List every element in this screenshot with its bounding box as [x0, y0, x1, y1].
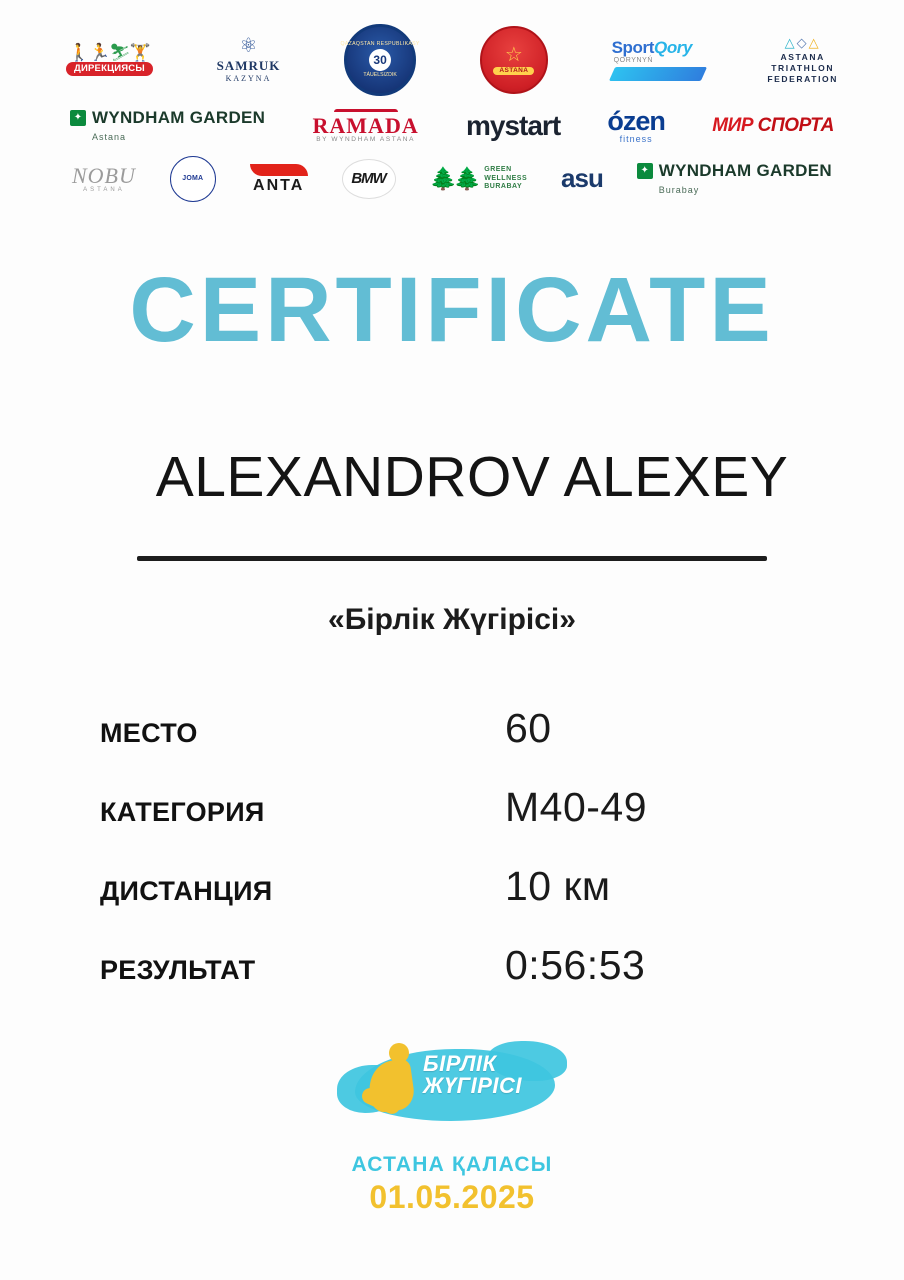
wyndham-mark-icon: ✦	[70, 110, 86, 126]
event-logo-line2: ЖҮГІРІСІ	[423, 1073, 523, 1099]
bmw-logo: BMW	[342, 159, 396, 199]
samruk-logo-line2: KAZYNA	[225, 74, 272, 84]
certificate-title: CERTIFICATE	[129, 259, 775, 361]
sportqory-accent-word: Qory	[654, 38, 693, 58]
samruk-kazyna-logo	[217, 36, 281, 83]
result-label-time: РЕЗУЛЬТАТ	[100, 955, 256, 985]
direkciyasy-logo	[66, 44, 153, 77]
ozen-logo-text: ózen	[607, 106, 665, 137]
triathlon-line1: ASTANA	[780, 52, 825, 63]
table-row	[100, 942, 904, 989]
kazakhstan-30-emblem	[340, 24, 420, 96]
astana-triathlon-federation-logo	[767, 36, 838, 85]
result-label-distance: ДИСТАНЦИЯ	[100, 876, 273, 906]
wyndham-garden-astana-logo	[70, 109, 265, 142]
results-table	[0, 705, 904, 989]
direkciyasy-logo-text: ДИРЕКЦИЯСЫ	[66, 62, 153, 76]
mir-sporta-part1: МИР	[712, 115, 754, 137]
mystart-logo: mystart	[465, 110, 561, 142]
event-footer-logo	[0, 1027, 904, 1216]
ozen-logo-sub: fitness	[619, 134, 653, 145]
result-label-category: КАТЕГОРИЯ	[100, 797, 265, 827]
anta-logo-text: ANTA	[253, 176, 305, 194]
nobu-logo	[72, 164, 136, 193]
kazakhstan-emblem-top-text: QAZAQSTAN RESPUBLIKASY	[340, 40, 420, 47]
triathlon-line3: FEDERATION	[767, 73, 838, 84]
sportqory-main-word: Sport	[611, 38, 654, 58]
triathlon-shapes-icon: △◇△	[784, 34, 821, 50]
mir-sporta-part2: СПОРТА	[757, 115, 834, 137]
sportqory-logo	[612, 39, 704, 80]
wyndham-astana-text: WYNDHAM GARDEN	[92, 108, 266, 128]
event-date: 01.05.2025	[369, 1179, 535, 1215]
result-value-distance: 10 км	[505, 863, 611, 909]
table-row	[100, 705, 904, 752]
ozen-fitness-logo	[607, 107, 665, 145]
sportqory-swoosh-icon	[608, 67, 706, 81]
ramada-logo-sub: BY WYNDHAM ASTANA	[316, 135, 416, 143]
athlete-name: ALEXANDROV ALEXEY	[155, 445, 789, 509]
astana-city-emblem	[480, 26, 548, 94]
samruk-logo-line1: SAMRUK	[216, 58, 281, 74]
sportqory-logo-text	[612, 39, 692, 57]
wyndham-garden-burabay-logo	[637, 162, 832, 195]
mir-sporta-logo	[712, 116, 834, 136]
result-label-place: МЕСТО	[100, 718, 198, 748]
direkciyasy-figures-icon: 🚶🏃⛷🏋	[68, 42, 150, 62]
wyndham-astana-sub: Astana	[92, 132, 127, 143]
wyndham-burabay-text: WYNDHAM GARDEN	[658, 161, 832, 181]
result-value-time: 0:56:53	[505, 942, 646, 988]
wyndham-burabay-line	[637, 162, 832, 180]
triathlon-line2: TRIATHLON	[771, 63, 835, 73]
sponsor-row-2	[48, 102, 856, 150]
green-wellness-line1: GREEN	[484, 165, 512, 173]
result-value-place: 60	[505, 705, 552, 751]
kazakhstan-emblem-bottom-text: TÁUELSIZDIK	[363, 72, 397, 78]
anta-logo	[250, 164, 308, 195]
event-name: «Бірлік Жүгірісі»	[328, 603, 576, 636]
result-value-category: M40-49	[505, 784, 648, 830]
wyndham-astana-line	[70, 109, 265, 127]
name-divider	[137, 556, 767, 561]
wyndham-mark-icon: ✦	[637, 163, 653, 179]
kazakhstan-map-icon	[337, 1027, 567, 1147]
sponsor-row-3	[48, 156, 856, 202]
ramada-logo-text: RAMADA	[312, 112, 419, 138]
nobu-logo-sub: ASTANA	[83, 187, 125, 194]
astana-emblem-ribbon-text: ASTANA	[493, 67, 534, 76]
sportqory-sub-text: QORYNYŃ	[613, 57, 654, 65]
pine-trees-icon: 🌲🌲	[429, 166, 479, 192]
runner-icon	[359, 1041, 429, 1129]
asu-logo-text: asu	[561, 163, 603, 194]
sponsor-logo-block	[0, 0, 904, 202]
triathlon-logo-text	[767, 52, 838, 84]
green-wellness-line3: BURABAY	[484, 183, 523, 191]
green-wellness-burabay-logo	[429, 166, 527, 192]
sponsor-row-1	[48, 24, 856, 96]
anta-swoosh-icon	[250, 164, 308, 176]
event-logo-line1: БІРЛІК	[423, 1051, 497, 1076]
kazakhstan-emblem-number: 30	[369, 49, 391, 71]
wyndham-burabay-sub: Burabay	[658, 185, 700, 196]
green-wellness-text	[484, 166, 527, 192]
asu-logo	[561, 165, 603, 192]
samruk-bird-icon: ⚛	[239, 35, 258, 58]
table-row	[100, 863, 904, 910]
astana-crest-icon: ☆	[504, 43, 523, 66]
table-row	[100, 784, 904, 831]
event-city: АСТАНА ҚАЛАСЫ	[351, 1153, 553, 1176]
event-logo-text	[423, 1053, 522, 1098]
ramada-logo	[313, 109, 419, 144]
ramada-underline-icon	[334, 109, 398, 112]
green-wellness-line2: WELLNESS	[484, 174, 528, 182]
joma-logo: JOMA	[170, 156, 216, 202]
nobu-logo-text: NOBU	[72, 163, 136, 189]
